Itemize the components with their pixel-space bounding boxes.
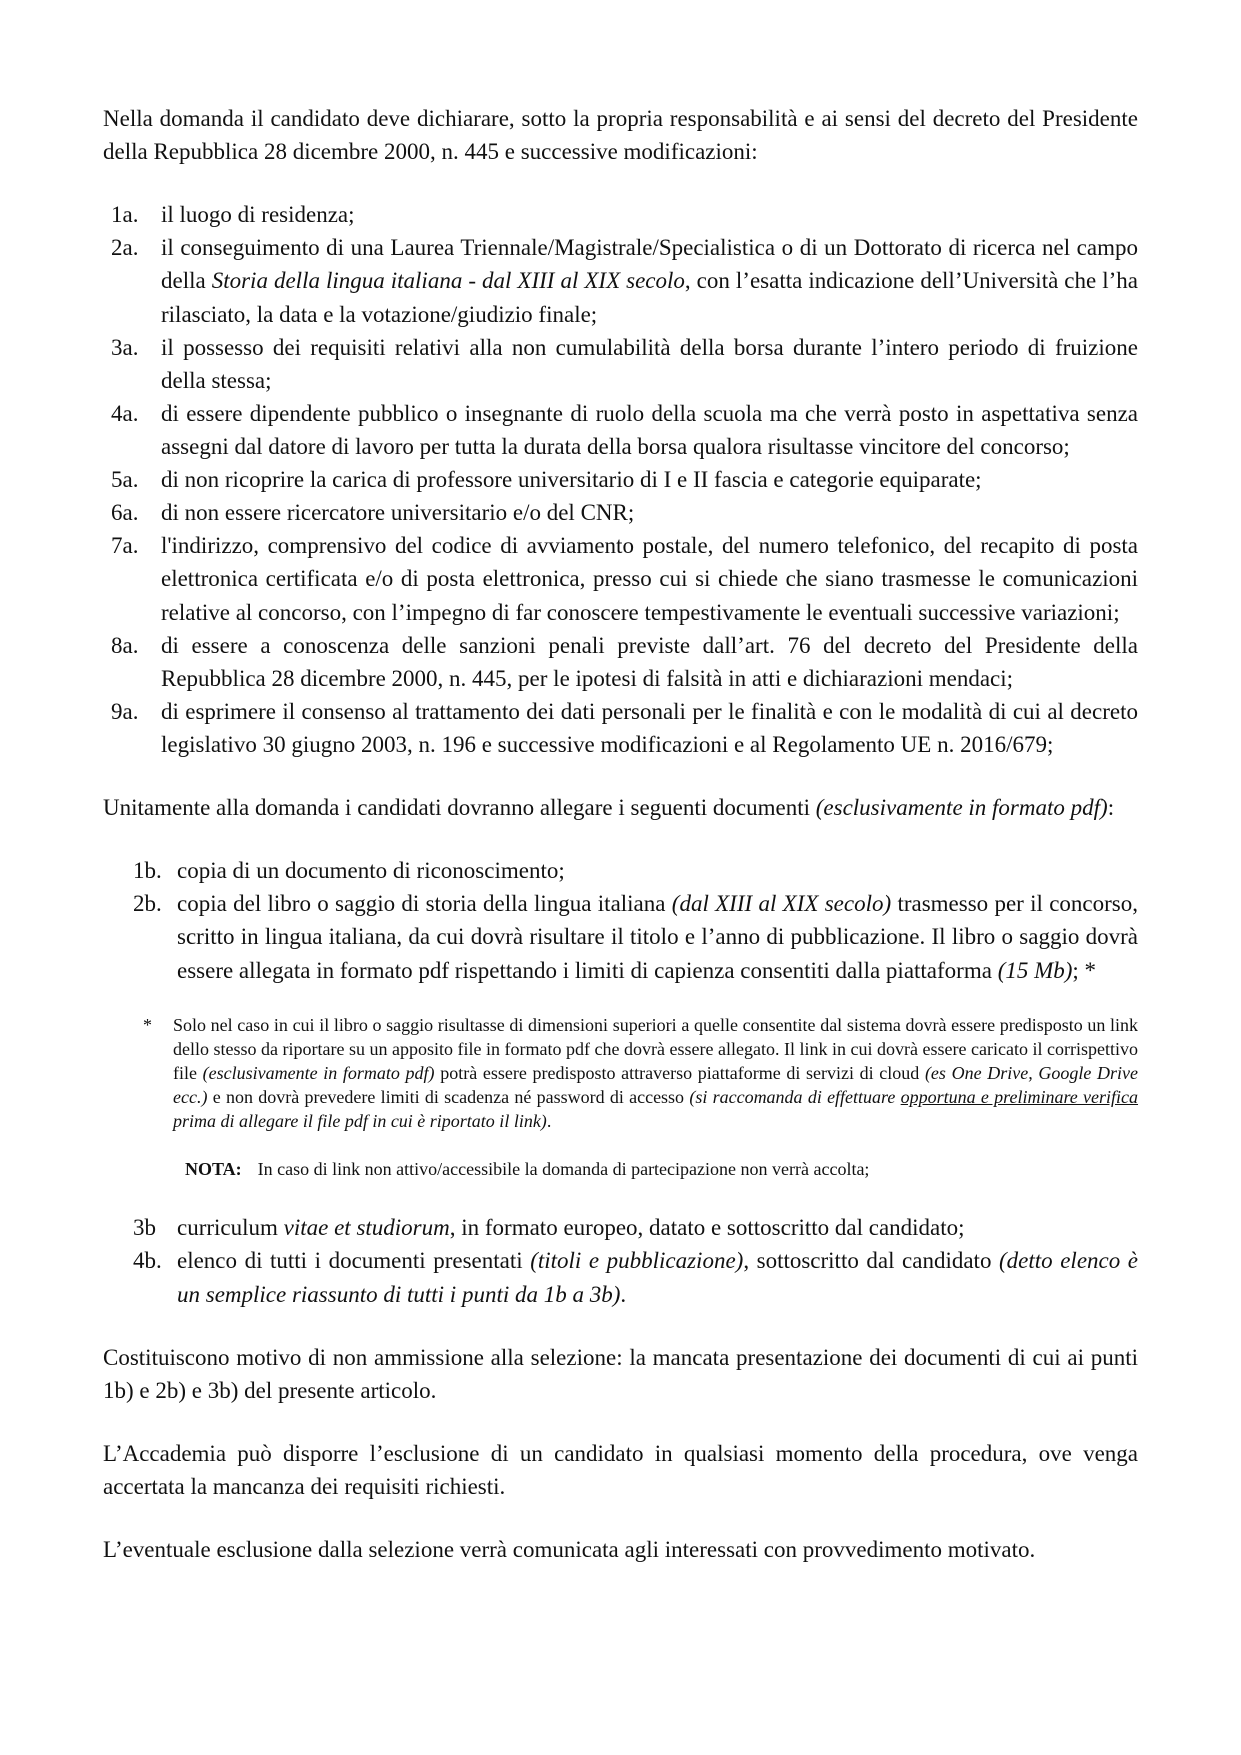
list-item [103,629,1138,695]
list-item [103,854,1138,887]
item-number: 4b. [133,1248,162,1274]
attachments-list-part1 [103,854,1138,986]
list-item [103,887,1138,986]
list-item [103,1244,1138,1310]
list-item [103,231,1138,330]
item-number: 1a. [111,202,139,228]
closing-paragraph-comunicazione: L’eventuale esclusione dalla selezione verrà comunicata agli interessati con provvedimento motivato. [103,1537,1036,1563]
attachments-intro-paragraph: Unitamente alla domanda i candidati dovranno allegare i seguenti documenti (esclusivamente in formato pdf): [103,795,1115,821]
item-text: il possesso dei requisiti relativi alla non cumulabilità della borsa durante l’intero periodo di fruizione della stessa; [161,334,1138,393]
list-item [103,496,1138,529]
item-text: di esprimere il consenso al trattamento dei dati personali per le finalità e con le modalità di cui al decreto legislativo 30 giugno 2003, n. 196 e successive modificazioni e al Regolamento UE n. 2016/679; [161,698,1138,757]
item-text: l'indirizzo, comprensivo del codice di avviamento postale, del numero telefonico, del recapito di posta elettronica certificata e/o di posta elettronica, presso cui si chiede che siano trasmesse le comunicazioni relative al concorso, con l’impegno di far conoscere tempestivamente le eventuali successive variazioni; [161,533,1138,625]
item-text: curriculum vitae et studiorum, in formato europeo, datato e sottoscritto dal candidato; [177,1215,965,1241]
attachments-list-part2 [103,1211,1138,1310]
nota-label: NOTA: [185,1159,242,1180]
closing-paragraph-esclusione-procedura: L’Accademia può disporre l’esclusione di un candidato in qualsiasi momento della procedura, ove venga accertata la mancanza dei requisiti richiesti. [103,1440,1138,1499]
item-number: 3b [133,1215,156,1241]
item-text: copia del libro o saggio di storia della lingua italiana (dal XIII al XIX secolo) trasmesso per il concorso, scritto in lingua italiana, da cui dovrà risultare il titolo e l’anno di pubblicazione. Il libro o saggio dovrà essere allegata in formato pdf rispettando i limiti di capienza consentiti dalla piattaforma (15 Mb); * [177,891,1138,983]
list-item [103,1211,1138,1244]
item-text: il conseguimento di una Laurea Triennale/Magistrale/Specialistica o di un Dottorato di ricerca nel campo della Storia della lingua italiana - dal XIII al XIX secolo, con l’esatta indicazione dell’Università che l’ha rilasciato, la data e la votazione/giudizio finale; [161,235,1138,327]
item-number: 5a. [111,467,139,493]
nota-text: In caso di link non attivo/accessibile la domanda di partecipazione non verrà accolta; [257,1159,870,1180]
item-text: di essere dipendente pubblico o insegnante di ruolo della scuola ma che verrà posto in aspettativa senza assegni dal datore di lavoro per tutta la durata della borsa qualora risultasse vincitore del concorso; [161,400,1138,459]
declarations-list [103,198,1138,761]
closing-paragraph-non-ammissione: Costituiscono motivo di non ammissione alla selezione: la mancata presentazione dei documenti di cui ai punti 1b) e 2b) e 3b) del presente articolo. [103,1344,1138,1403]
item-number: 3a. [111,334,139,360]
item-number: 8a. [111,632,139,658]
item-number: 9a. [111,698,139,724]
footnote-asterisk-marker: * [143,1014,152,1035]
item-number: 2a. [111,235,139,261]
item-number: 1b. [133,858,162,884]
item-number: 4a. [111,400,139,426]
nota-line [185,1157,1138,1181]
list-item [103,463,1138,496]
item-number: 2b. [133,891,162,917]
list-item [103,529,1138,628]
item-text: di non essere ricercatore universitario e/o del CNR; [161,500,635,526]
item-text: elenco di tutti i documenti presentati (titoli e pubblicazione), sottoscritto dal candidato (detto elenco è un semplice riassunto di tutti i punti da 1b a 3b). [177,1248,1138,1307]
list-item [103,695,1138,761]
list-item [103,198,1138,231]
item-text: di essere a conoscenza delle sanzioni penali previste dall’art. 76 del decreto del Presidente della Repubblica 28 dicembre 2000, n. 445, per le ipotesi di falsità in atti e dichiarazioni mendaci; [161,632,1138,691]
item-number: 6a. [111,500,139,526]
item-text: di non ricoprire la carica di professore universitario di I e II fascia e categorie equiparate; [161,467,982,493]
footnote [103,1013,1138,1134]
list-item [103,397,1138,463]
footnote-text: Solo nel caso in cui il libro o saggio risultasse di dimensioni superiori a quelle consentite dal sistema dovrà essere predisposto un link dello stesso da riportare su un apposito file in formato pdf che dovrà essere allegato. Il link in cui dovrà essere caricato il corrispettivo file (esclusivamente in formato pdf) potrà essere predisposto attraverso piattaforme di servizi di cloud (es One Drive, Google Drive ecc.) e non dovrà prevedere limiti di scadenza né password di accesso (si raccomanda di effettuare opportuna e preliminare verifica prima di allegare il file pdf in cui è riportato il link). [173,1014,1139,1132]
item-text: copia di un documento di riconoscimento; [177,858,565,884]
item-text: il luogo di residenza; [161,202,355,228]
intro-paragraph: Nella domanda il candidato deve dichiarare, sotto la propria responsabilità e ai sensi del decreto del Presidente della Repubblica 28 dicembre 2000, n. 445 e successive modificazioni: [103,106,1138,165]
list-item [103,331,1138,397]
item-number: 7a. [111,533,139,559]
